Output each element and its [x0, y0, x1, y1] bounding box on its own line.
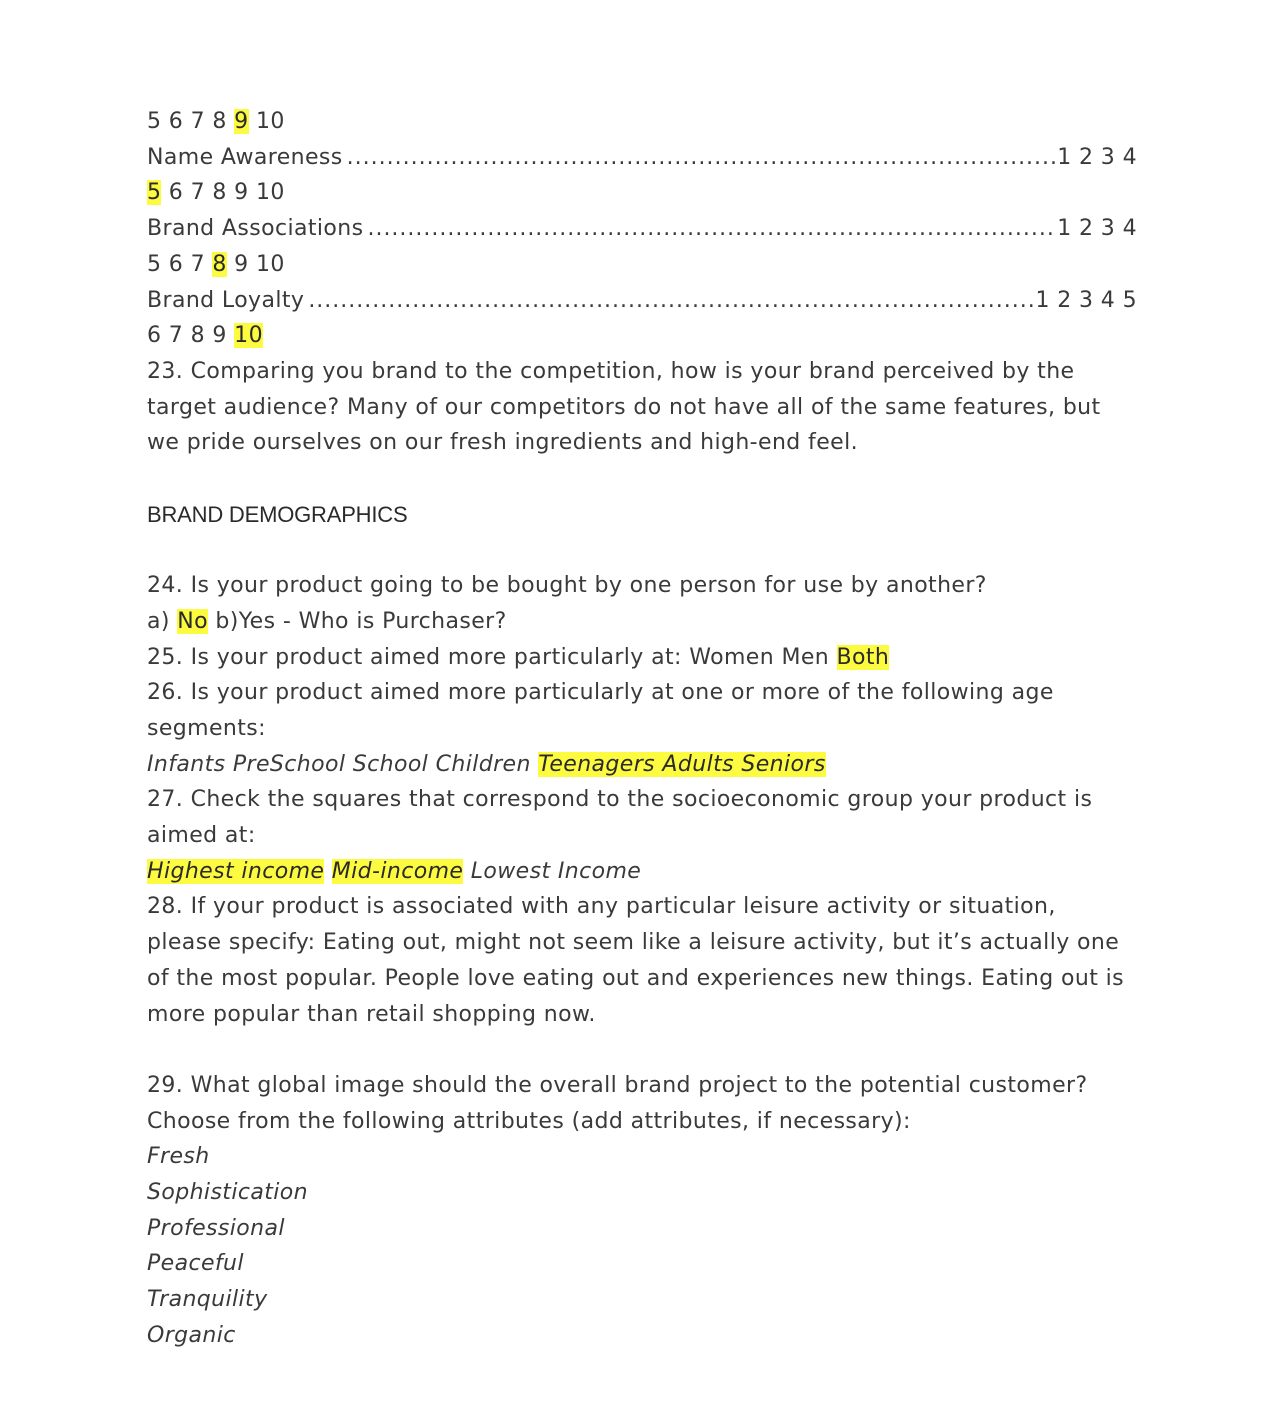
rating-row-brand-associations — [147, 211, 1137, 247]
question-23: 23. Comparing you brand to the competition, how is your brand perceived by the target audience? Many of our competitors do not have all of the same features, but we pride ourselves on our fresh ingredients and high-end feel. — [147, 358, 1101, 456]
rating-label: Name Awareness — [147, 144, 343, 170]
highlighted-rating: 5 — [147, 180, 162, 206]
rating-numbers: 1 2 3 4 — [1057, 144, 1137, 170]
leader-dots — [363, 211, 1057, 247]
question-26: 26. Is your product aimed more particularly at one or more of the following age segments: — [147, 680, 1054, 741]
rating-numbers: 5 6 7 8 — [147, 109, 235, 134]
section-heading: BRAND DEMOGRAPHICS — [147, 501, 408, 527]
rating-numbers: 1 2 3 4 5 — [1035, 287, 1137, 313]
question-29: 29. What global image should the overall brand project to the potential customer? Choose from the following attributes (add attributes, if necessary): — [147, 1072, 1088, 1134]
spacer — [147, 532, 1137, 568]
attribute-item: Professional — [147, 1215, 285, 1241]
highlighted-answer: Highest income — [147, 858, 325, 884]
question-28: 28. If your product is associated with any particular leisure activity or situation, please specify: Eating out, might not seem like a leisure activity, but it’s actually one of the most popular. People love eating out and experiences new things. Eating out is more popular than retail shopping now. — [147, 894, 1124, 1027]
answer-options: Infants PreSchool School Children — [147, 751, 539, 777]
leader-dots — [343, 140, 1058, 176]
answer-26 — [147, 747, 1137, 783]
rating-numbers: 1 2 3 4 — [1057, 216, 1137, 242]
rating-label: Brand Associations — [147, 216, 364, 242]
rating-numbers: 6 7 8 9 — [147, 323, 235, 349]
answer-24 — [147, 604, 1137, 640]
question-text: 25. Is your product aimed more particularly at: Women Men — [147, 644, 837, 670]
answer-options: Lowest Income — [463, 858, 642, 884]
highlighted-answer: Teenagers Adults Seniors — [538, 751, 826, 777]
attribute-item: Sophistication — [147, 1180, 308, 1206]
rating-numbers: 6 7 8 9 10 — [161, 180, 285, 206]
attribute-item: Peaceful — [147, 1251, 244, 1277]
attribute-item: Fresh — [147, 1144, 210, 1170]
rating-numbers: 10 — [248, 109, 285, 134]
highlighted-answer: Both — [836, 644, 890, 670]
rating-continuation-line — [147, 175, 1137, 211]
spacer — [147, 461, 1137, 497]
rating-label: Brand Loyalty — [147, 287, 305, 313]
spacer — [147, 1032, 1137, 1068]
highlighted-rating: 9 — [234, 109, 249, 134]
highlighted-rating: 10 — [234, 323, 263, 349]
rating-continuation-line — [147, 247, 1137, 283]
answer-prefix: a) — [147, 608, 178, 634]
rating-continuation-line — [147, 318, 1137, 354]
attribute-item: Tranquility — [147, 1287, 268, 1313]
highlighted-answer: Mid-income — [331, 858, 464, 884]
answer-27 — [147, 854, 1137, 890]
document-page — [147, 104, 1137, 1354]
rating-row-brand-loyalty — [147, 283, 1137, 319]
rating-numbers: 9 10 — [226, 251, 285, 277]
answer-text: b)Yes - Who is Purchaser? — [207, 608, 507, 634]
rating-numbers: 5 6 7 — [147, 251, 213, 277]
question-25 — [147, 640, 1137, 676]
highlighted-answer: No — [177, 608, 208, 634]
question-27: 27. Check the squares that correspond to the socioeconomic group your product is aimed at: — [147, 787, 1093, 849]
attribute-item: Organic — [147, 1322, 236, 1348]
rating-continuation-line — [147, 104, 1137, 140]
question-24: 24. Is your product going to be bought by one person for use by another? — [147, 573, 987, 599]
rating-row-name-awareness — [147, 140, 1137, 176]
leader-dots — [304, 283, 1035, 319]
highlighted-rating: 8 — [212, 251, 227, 277]
